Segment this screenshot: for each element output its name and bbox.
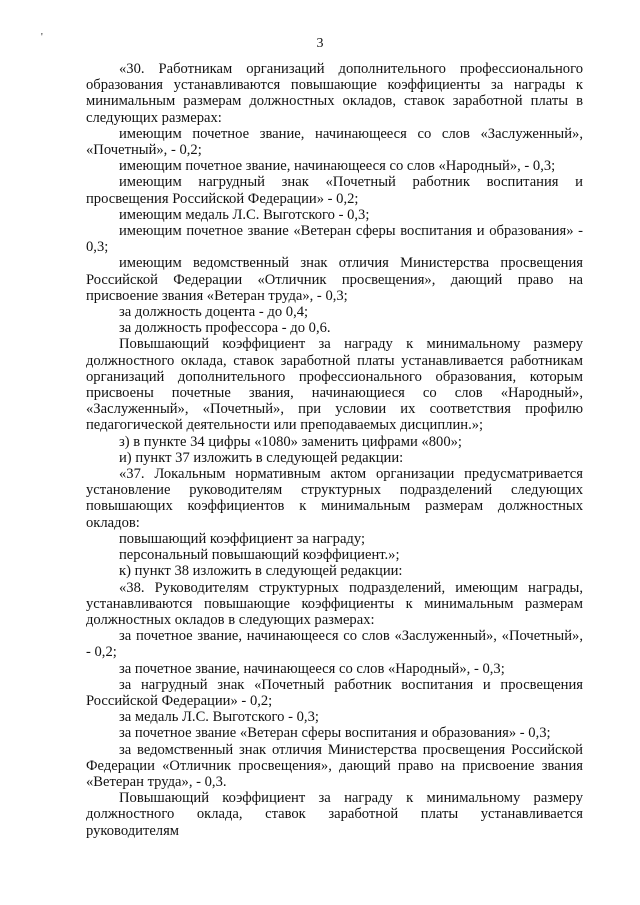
paragraph: «38. Руководителям структурных подразделений, имеющим награды, устанавливаются повышающие коэффициенты к минимальным размерам должностных окладов в следующих размерах: [86,579,583,628]
paragraph: имеющим почетное звание, начинающееся со слов «Заслуженный», «Почетный», - 0,2; [86,125,583,159]
paragraph: за должность профессора - до 0,6. [119,320,331,337]
paragraph: имеющим ведомственный знак отличия Министерства просвещения Российской Федерации «Отличник просвещения», дающий право на присвоение звания «Ветеран труда», - 0,3; [86,255,583,304]
paragraph: за почетное звание «Ветеран сферы воспитания и образования» - 0,3; [119,725,551,742]
paragraph: Повышающий коэффициент за награду к минимальному размеру должностного оклада, ставок заработной платы устанавливается работникам организаций дополнительного профессионального образования, которым присвоены почетные звания, начинающиеся со слов «Народный», «Заслуженный», «Почетный», при условии их соответствия профилю педагогической деятельности или преподаваемых дисциплин.»; [86,336,583,434]
paragraph: имеющим медаль Л.С. Выготского - 0,3; [119,206,370,223]
paragraph: имеющим почетное звание «Ветеран сферы воспитания и образования» - 0,3; [86,223,583,256]
margin-mark: ' [41,32,43,43]
paragraph: Повышающий коэффициент за награду к минимальному размеру должностного оклада, ставок заработной платы устанавливается руководителям [86,790,583,839]
paragraph: имеющим почетное звание, начинающееся со слов «Народный», - 0,3; [119,158,556,175]
paragraph: повышающий коэффициент за награду; [119,530,366,547]
paragraph: персональный повышающий коэффициент.»; [119,547,400,564]
paragraph: к) пункт 38 изложить в следующей редакции: [119,563,403,580]
paragraph: з) в пункте 34 цифры «1080» заменить цифрами «800»; [119,433,462,450]
document-body [86,61,583,839]
paragraph: за почетное звание, начинающееся со слов «Народный», - 0,3; [119,660,505,677]
paragraph: за ведомственный знак отличия Министерства просвещения Российской Федерации «Отличник просвещения», дающий право на присвоение звания «Ветеран труда», - 0,3. [86,741,583,790]
page-number: 3 [316,36,324,51]
paragraph: за медаль Л.С. Выготского - 0,3; [119,709,319,726]
paragraph: за нагрудный знак «Почетный работник воспитания и просвещения Российской Федерации» - 0,2; [86,676,583,709]
paragraph: за почетное звание, начинающееся со слов «Заслуженный», «Почетный», - 0,2; [86,628,583,661]
paragraph: за должность доцента - до 0,4; [119,304,309,321]
paragraph: имеющим нагрудный знак «Почетный работник воспитания и просвещения Российской Федерации» - 0,2; [86,174,583,207]
paragraph: «37. Локальным нормативным актом организации предусматривается установление руководителям структурных подразделений следующих повышающих коэффициентов к минимальным размерам должностных окладов: [86,466,583,531]
paragraph: и) пункт 37 изложить в следующей редакции: [119,449,404,466]
paragraph: «30. Работникам организаций дополнительного профессионального образования устанавливаются повышающие коэффициенты за награды к минимальным размерам должностных окладов, ставок заработной платы в следующих размерах: [86,61,583,126]
